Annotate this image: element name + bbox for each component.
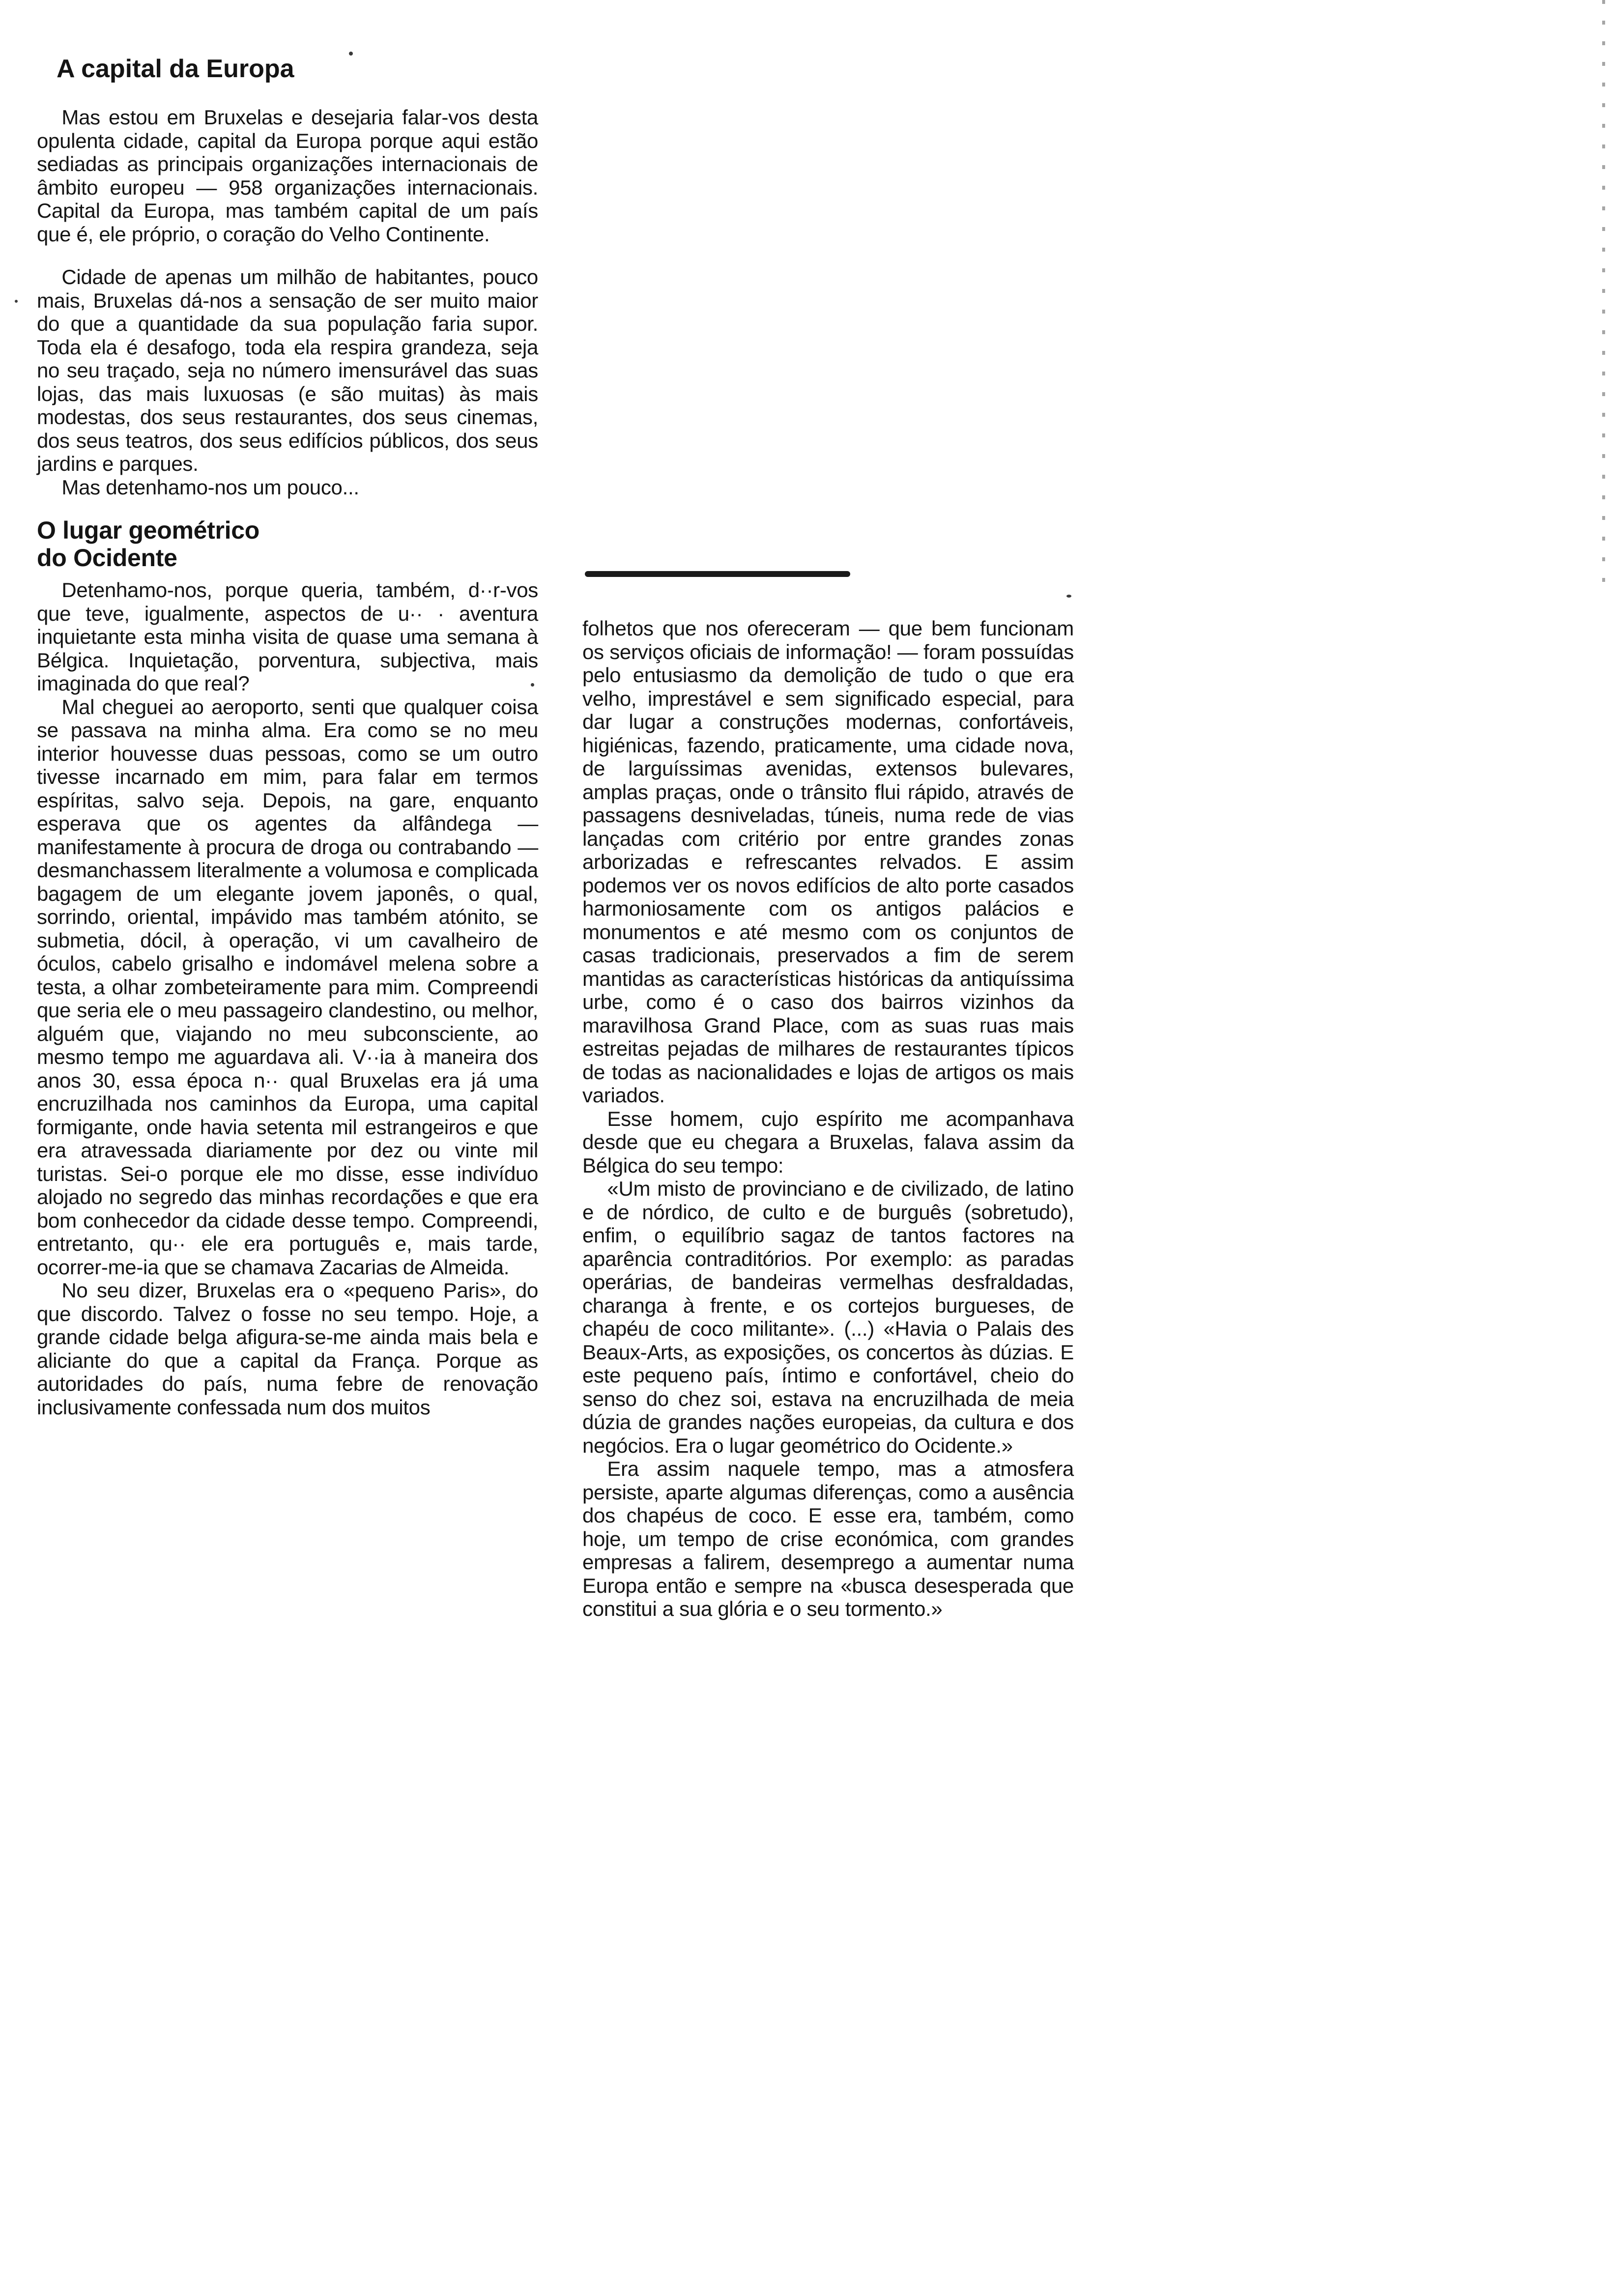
article-title: A capital da Europa: [57, 55, 294, 83]
paragraph-3: Mas detenhamo-nos um pouco...: [61, 475, 359, 499]
scan-speck: [1066, 595, 1071, 598]
paragraph-10: Era assim naquele tempo, mas a atmosfera persiste, aparte algumas diferenças, como a ausência dos chapéus de coco. E esse era, também, como hoje, um tempo de crise económica, com grandes empresas a falirem, desemprego a aumentar numa Europa então e sempre na «busca desesperada que constitui a sua glória e o seu tormento.»: [582, 1457, 1074, 1620]
paragraph-5: Mal cheguei ao aeroporto, senti que qualquer coisa se passava na minha alma. Era como se no meu interior houvesse duas pessoas, como se um outro tivesse incarnado em mim, para falar em termos espíritas, salvo seja. Depois, na gare, enquanto esperava que os agentes da alfândega — manifestamente à procura de droga ou contrabando — desmanchassem literalmente a volumosa e complicada bagagem de um elegante jovem japonês, o qual, sorrindo, oriental, impávido mas também atónito, se submetia, dócil, à operação, vi um cavalheiro de óculos, cabelo grisalho e indomável melena sobre a testa, a olhar zombeteiramente para mim. Compreendi que seria ele o meu passageiro clandestino, ou melhor, alguém que, viajando no meu subconsciente, ao mesmo tempo me aguardava ali. V··ia à maneira dos anos 30, essa época n·· qual Bruxelas era já uma encruzilhada nos caminhos da Europa, uma capital formigante, onde havia setenta mil estrangeiros e que era atravessada diariamente por dez ou vinte mil turistas. Sei-o porque ele mo disse, esse indivíduo alojado no segredo das minhas recordações e que era bom conhecedor da cidade desse tempo. Compreendi, entretanto, qu·· ele era português e, mais tarde, ocorrer-me-ia que se chamava Zacarias de Almeida.: [37, 695, 538, 1279]
paragraph-1: Mas estou em Bruxelas e desejaria falar-vos desta opulenta cidade, capital da Europa porque aqui estão sediadas as principais organizações internacionais de âmbito europeu — 958 organizações internacionais. Capital da Europa, mas também capital de um país que é, ele próprio, o coração do Velho Continente.: [37, 106, 538, 246]
paragraph-9: «Um misto de provinciano e de civilizado, de latino e de nórdico, de culto e de burguês (sobretudo), enfim, o equilíbrio sagaz de tantos factores na aparência contraditórios. Por exemplo: as paradas operárias, de bandeiras vermelhas desfraldadas, charanga à frente, e os cortejos burgueses, de chapéu de coco militante». (...) «Havia o Palais des Beaux-Arts, as exposições, os concertos às dúzias. E este pequeno país, íntimo e confortável, cheio do senso do chez soi, estava na encruzilhada de meia dúzia de grandes nações europeias, da cultura e dos negócios. Era o lugar geométrico do Ocidente.»: [582, 1177, 1074, 1457]
section-heading-line-1: O lugar geométrico: [37, 517, 260, 544]
right-column: [582, 617, 1074, 1621]
scan-speck: [15, 300, 18, 303]
scan-smudge: [585, 571, 850, 577]
paragraph-6: No seu dizer, Bruxelas era o «pequeno Paris», do que discordo. Talvez o fosse no seu tempo. Hoje, a grande cidade belga afigura-se-me ainda mais bela e aliciante do que a capital da França. Porque as autoridades do país, numa febre de renovação inclusivamente confessada num dos muitos: [37, 1279, 538, 1419]
scan-edge-marks: [1602, 0, 1605, 590]
paragraph-2: Cidade de apenas um milhão de habitantes, pouco mais, Bruxelas dá-nos a sensação de ser muito maior do que a quantidade da sua população faria supor. Toda ela é desafogo, toda ela respira grandeza, seja no seu traçado, seja no número imensurável das suas lojas, das mais luxuosas (e são muitas) às mais modestas, dos seus restaurantes, dos seus cinemas, dos seus teatros, dos seus edifícios públicos, dos seus jardins e parques.: [37, 265, 538, 475]
paragraph-4: Detenhamo-nos, porque queria, também, d··r-vos que teve, igualmente, aspectos de u·· · aventura inquietante esta minha visita de quase uma semana à Bélgica. Inquietação, porventura, subjectiva, mais imaginada do que real?: [37, 578, 538, 695]
section-heading: [37, 517, 538, 572]
scan-speck: [531, 683, 534, 687]
paragraph-7: folhetos que nos ofereceram — que bem funcionam os serviços oficiais de informação! — foram possuídas pelo entusiasmo da demolição de tudo o que era velho, imprestável e sem significado especial, para dar lugar a construções modernas, confortáveis, higiénicas, fazendo, praticamente, uma cidade nova, de larguíssimas avenidas, extensos bulevares, amplas praças, onde o trânsito flui rápido, através de passagens desniveladas, túneis, numa rede de vias lançadas com critério por entre grandes zonas arborizadas e refrescantes relvados. E assim podemos ver os novos edifícios de alto porte casados harmoniosamente com os antigos palácios e monumentos e até mesmo com os conjuntos de casas tradicionais, preservados a fim de serem mantidas as características históricas da antiquíssima urbe, como é o caso dos bairros vizinhos da maravilhosa Grand Place, com as suas ruas mais estreitas pejadas de milhares de restaurantes típicos de todas as nacionalidades e lojas de artigos os mais variados.: [582, 617, 1074, 1107]
left-column: [37, 106, 538, 1419]
scan-speck: [349, 52, 353, 56]
paragraph-8: Esse homem, cujo espírito me acompanhava desde que eu chegara a Bruxelas, falava assim da Bélgica do seu tempo:: [582, 1107, 1074, 1177]
section-heading-line-2: do Ocidente: [37, 544, 177, 572]
